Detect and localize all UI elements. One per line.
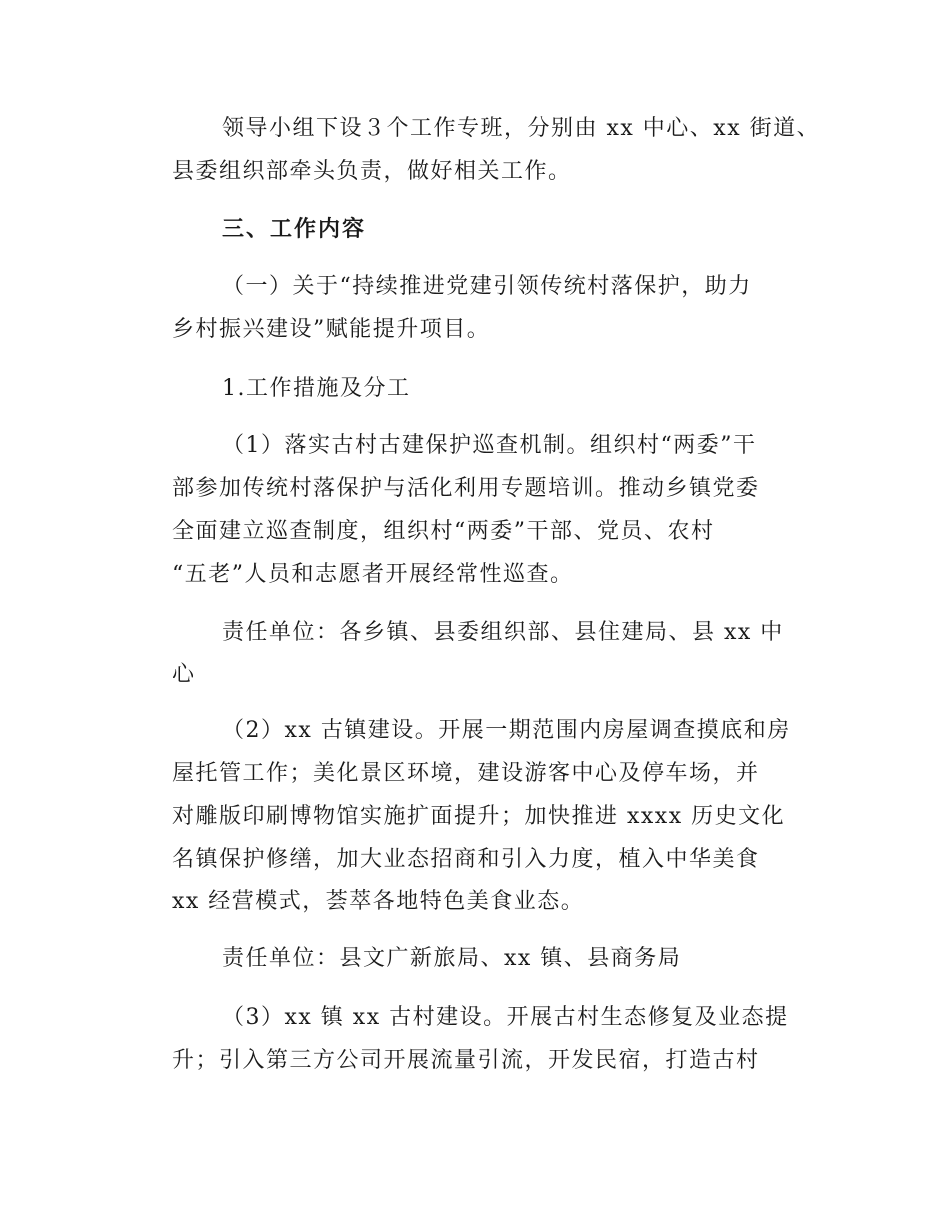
responsible-unit-line: 责任单位：县文广新旅局、xx 镇、县商务局 (222, 946, 682, 971)
paragraph-line: 升；引入第三方公司开展流量引流，开发民宿，打造古村 (172, 1048, 760, 1073)
paragraph-line: （2）xx 古镇建设。开展一期范围内房屋调查摸底和房 (222, 718, 791, 743)
paragraph-line: 乡村振兴建设”赋能提升项目。 (172, 317, 491, 342)
paragraph-line: （1）落实古村古建保护巡查机制。组织村“两委”干 (222, 433, 757, 458)
paragraph-line: 名镇保护修缮，加大业态招商和引入力度，植入中华美食 (172, 847, 760, 872)
paragraph-line: 屋托管工作；美化景区环境，建设游客中心及停车场，并 (172, 761, 760, 786)
section-heading: 三、工作内容 (222, 216, 367, 242)
paragraph-line: 县委组织部牵头负责，做好相关工作。 (172, 159, 572, 184)
paragraph-line: 全面建立巡查制度，组织村“两委”干部、党员、农村 (172, 519, 715, 544)
paragraph-line: “五老”人员和志愿者开展经常性巡查。 (172, 562, 574, 587)
responsible-unit-line: 责任单位：各乡镇、县委组织部、县住建局、县 xx 中 (222, 620, 784, 645)
paragraph-line: （一）关于“持续推进党建引领传统村落保护，助力 (222, 274, 752, 299)
paragraph-line: 领导小组下设３个工作专班，分别由 xx 中心、xx 街道、 (222, 116, 821, 141)
paragraph-line: 对雕版印刷博物馆实施扩面提升；加快推进 xxxx 历史文化 (172, 804, 786, 829)
paragraph-line: （3）xx 镇 xx 古村建设。开展古村生态修复及业态提 (222, 1005, 789, 1030)
subsection-heading: 1.工作措施及分工 (222, 376, 411, 401)
paragraph-line: xx 经营模式，荟萃各地特色美食业态。 (172, 889, 585, 914)
paragraph-line: 部参加传统村落保护与活化利用专题培训。推动乡镇党委 (172, 476, 760, 501)
responsible-unit-line: 心 (172, 662, 196, 687)
